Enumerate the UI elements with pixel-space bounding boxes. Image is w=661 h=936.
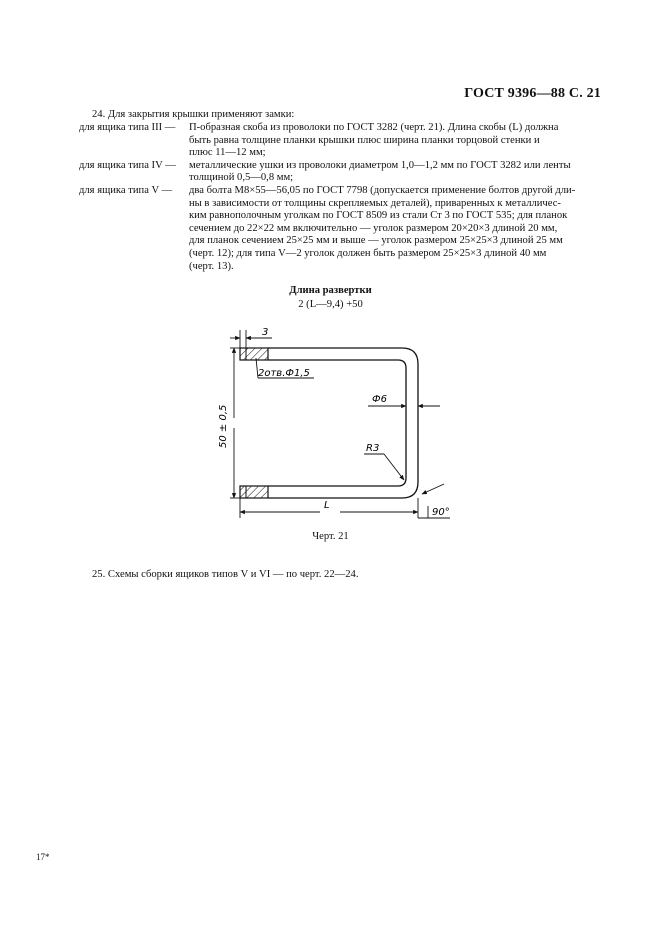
text-line: для планок сечением 25×25 мм и выше — уголок размером 25×25×3 длиной 25 мм: [189, 235, 563, 247]
dim-diameter-label: Ф6: [372, 394, 387, 405]
clause-24-intro: 24. Для закрытия крышки применяют замки:: [92, 109, 295, 120]
dim-radius: [364, 454, 404, 480]
list-item-text: [189, 160, 599, 185]
text-line: П-образная скоба из проволоки по ГОСТ 3282 (черт. 21). Длина скобы (L) должна: [189, 122, 559, 133]
text-line: сечением до 22×22 мм включительно — уголок размером 20×20×3 длиной 20 мм,: [189, 222, 558, 234]
list-item-text: [189, 122, 599, 160]
text-line: толщиной 0,5—0,8 мм;: [189, 172, 294, 184]
figure-title: Длина развертки: [289, 285, 372, 296]
list-item-text: [189, 185, 599, 273]
figure-formula: 2 (L—9,4) +50: [298, 299, 363, 310]
dim-height: [230, 348, 240, 498]
text-line: плюс 11—12 мм;: [189, 147, 266, 159]
dim-length-label: L: [324, 500, 330, 511]
dim-holes-label: 2отв.Ф1,5: [258, 368, 310, 379]
list-item: [79, 122, 599, 160]
bracket-drawing: [200, 318, 470, 528]
text-line: (черт. 13).: [189, 260, 234, 272]
text-line: быть равна толщине планки крышки плюс ширина планки торцовой стенки и: [189, 134, 540, 146]
footer-page-mark: 17*: [36, 852, 50, 862]
page-header: ГОСТ 9396—88 С. 21: [464, 86, 601, 101]
dim-thickness-label: 3: [262, 327, 269, 338]
dim-angle-label: 90°: [432, 507, 450, 518]
dim-height-label: 50 ± 0,5: [218, 404, 229, 448]
text-line: (черт. 12); для типа V—2 уголок должен быть размером 25×25×3 длиной 40 мм: [189, 247, 547, 259]
text-line: металлические ушки из проволоки диаметром 1,0—1,2 мм по ГОСТ 3282 или ленты: [189, 159, 571, 171]
clause-24-list: [79, 122, 599, 273]
list-item: [79, 185, 599, 273]
list-item: [79, 160, 599, 185]
figure-caption: Черт. 21: [312, 531, 349, 542]
top-plate: [240, 348, 268, 360]
dim-radius-label: R3: [366, 443, 380, 454]
list-item-label: для ящика типа IV —: [79, 159, 176, 171]
text-line: ны в зависимости от толщины скрепляемых деталей), приваренных к металличес-: [189, 197, 561, 209]
text-line: ким равнополочным уголкам по ГОСТ 8509 из стали Ст 3 по ГОСТ 535; для планок: [189, 210, 568, 222]
clause-25: 25. Схемы сборки ящиков типов V и VI — по черт. 22—24.: [92, 569, 359, 580]
text-line: два болта М8×55—56,05 по ГОСТ 7798 (допускается применение болтов другой дли-: [189, 184, 576, 196]
list-item-label: для ящика типа III —: [79, 122, 176, 133]
bottom-plate: [240, 486, 268, 498]
list-item-label: для ящика типа V —: [79, 184, 173, 196]
